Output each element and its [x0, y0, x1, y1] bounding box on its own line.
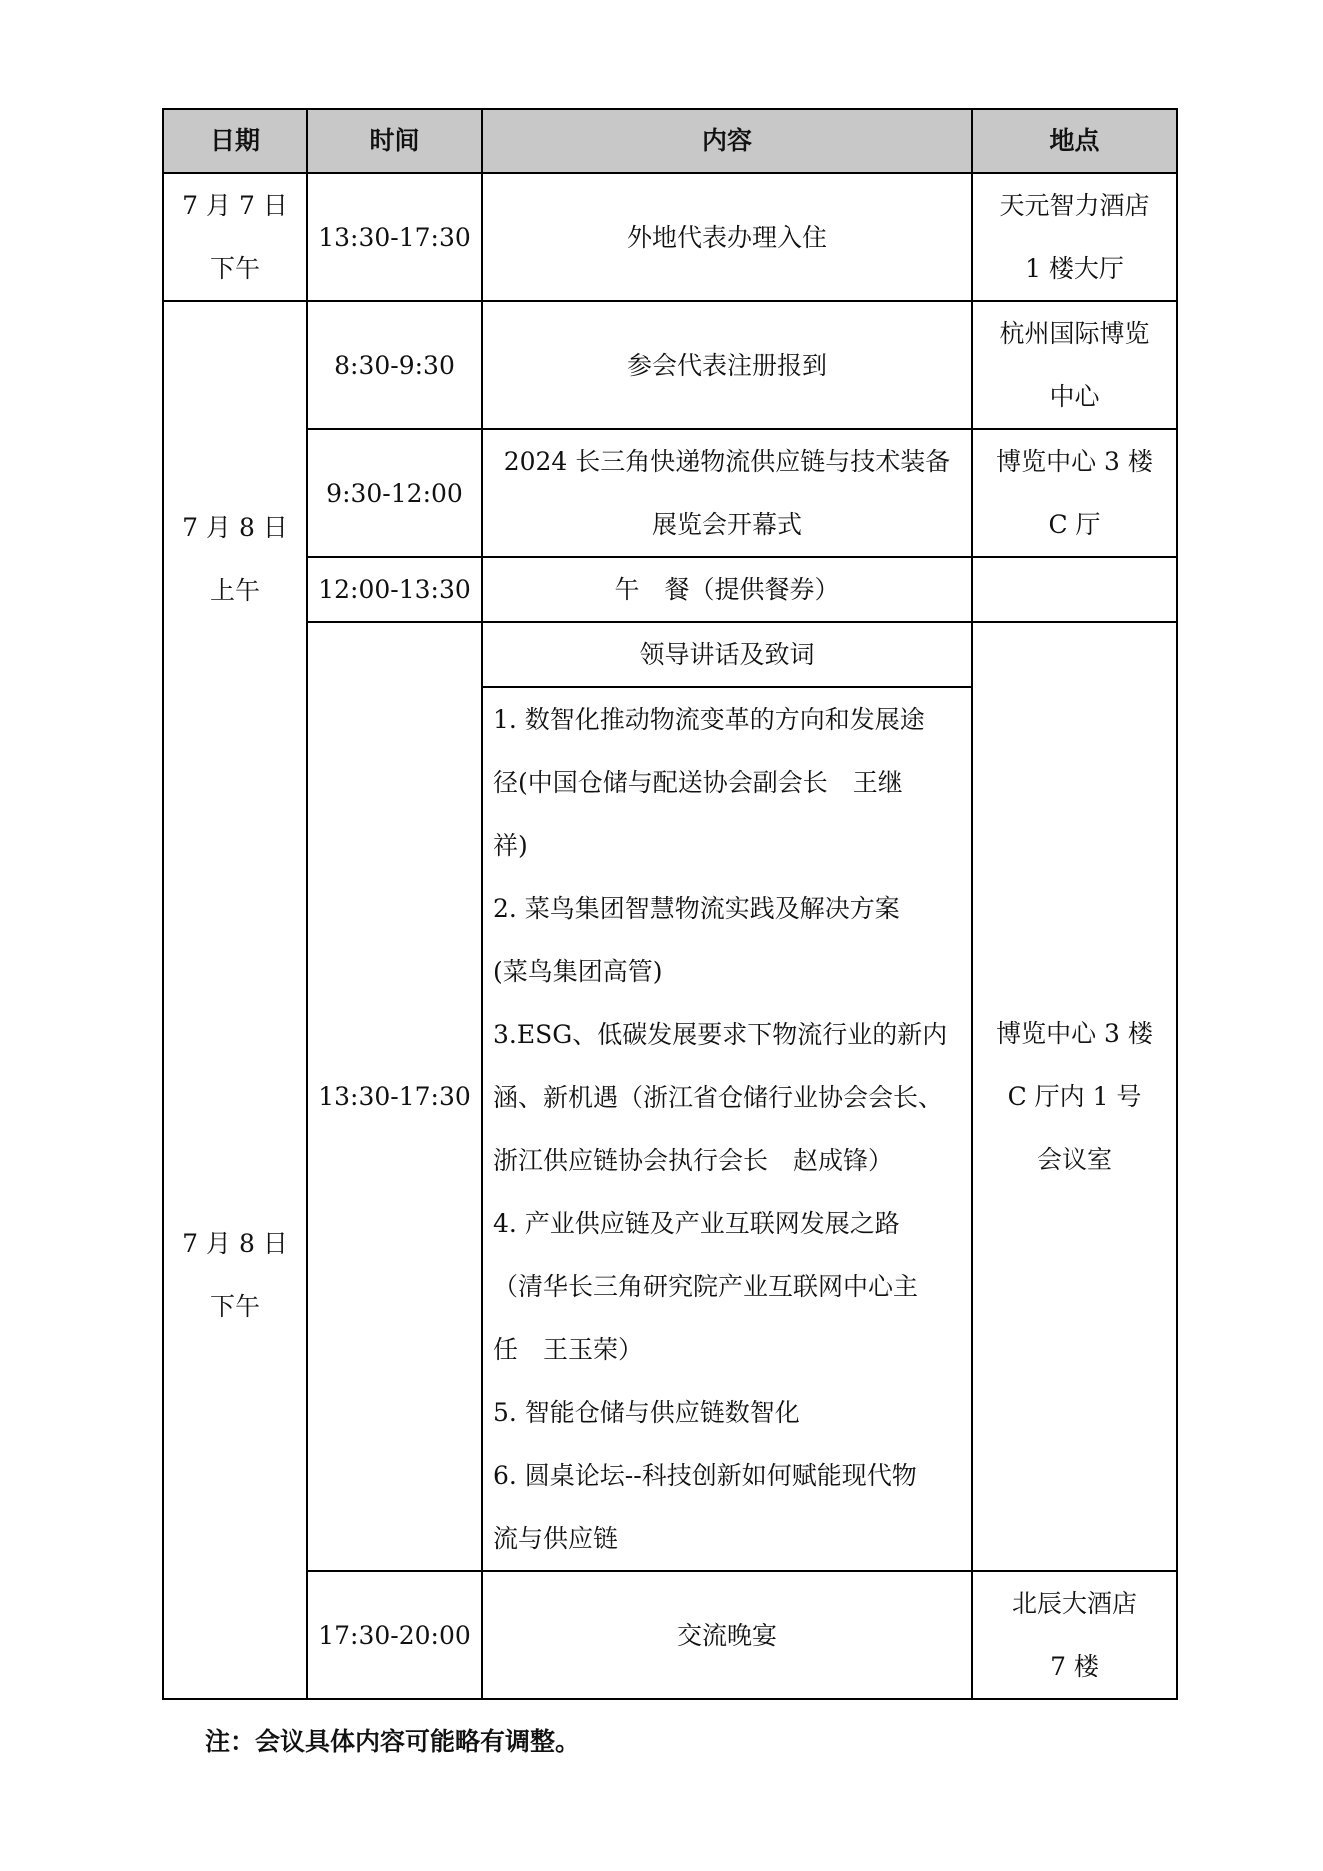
time-cell: 12:00-13:30 [307, 557, 482, 622]
agenda-line: 1. 数智化推动物流变革的方向和发展途 [493, 705, 925, 734]
content-cell: 交流晚宴 [482, 1571, 972, 1699]
content-cell: 外地代表办理入住 [482, 173, 972, 301]
table-row [163, 173, 1177, 301]
table-row [163, 429, 1177, 557]
agenda-line: 4. 产业供应链及产业互联网发展之路 [493, 1209, 900, 1238]
agenda-line: （清华长三角研究院产业互联网中心主 [493, 1272, 919, 1301]
date-cell: 7 月 7 日 下午 [163, 173, 307, 301]
table-row [163, 622, 1177, 687]
header-date: 日期 [163, 109, 307, 173]
time-cell: 17:30-20:00 [307, 1571, 482, 1699]
agenda-line: 祥) [493, 831, 528, 860]
content-cell-opening: 领导讲话及致词 [482, 622, 972, 687]
agenda-line: 5. 智能仓储与供应链数智化 [493, 1398, 800, 1427]
agenda-line: 浙江供应链协会执行会长 赵成锋） [493, 1146, 894, 1175]
header-content: 内容 [482, 109, 972, 173]
footnote: 注：会议具体内容可能略有调整。 [205, 1727, 581, 1756]
table-row [163, 301, 1177, 429]
time-cell: 13:30-17:30 [307, 622, 482, 1571]
agenda-line: (菜鸟集团高管) [493, 957, 663, 986]
agenda-line: 6. 圆桌论坛--科技创新如何赋能现代物 [493, 1461, 917, 1490]
date-cell: 7 月 8 日 上午 [163, 301, 307, 622]
agenda-line: 径(中国仓储与配送协会副会长 王继 [493, 768, 903, 797]
agenda-line: 任 王玉荣） [493, 1335, 644, 1364]
content-cell: 2024 长三角快递物流供应链与技术装备 展览会开幕式 [482, 429, 972, 557]
agenda-line: 3.ESG、低碳发展要求下物流行业的新内 [493, 1020, 948, 1049]
location-cell: 北辰大酒店 7 楼 [972, 1571, 1177, 1699]
location-cell: 博览中心 3 楼 C 厅 [972, 429, 1177, 557]
content-cell-agenda [482, 687, 972, 1571]
location-cell: 天元智力酒店 1 楼大厅 [972, 173, 1177, 301]
content-cell: 午 餐（提供餐券） [482, 557, 972, 622]
agenda-line: 涵、新机遇（浙江省仓储行业协会会长、 [493, 1083, 944, 1112]
time-cell: 8:30-9:30 [307, 301, 482, 429]
header-time: 时间 [307, 109, 482, 173]
schedule-table [162, 108, 1178, 1700]
time-cell: 9:30-12:00 [307, 429, 482, 557]
location-cell: 博览中心 3 楼 C 厅内 1 号 会议室 [972, 622, 1177, 1571]
header-row [163, 109, 1177, 173]
agenda-line: 2. 菜鸟集团智慧物流实践及解决方案 [493, 894, 900, 923]
location-cell [972, 557, 1177, 622]
location-cell: 杭州国际博览 中心 [972, 301, 1177, 429]
header-location: 地点 [972, 109, 1177, 173]
agenda-line: 流与供应链 [493, 1524, 619, 1553]
time-cell: 13:30-17:30 [307, 173, 482, 301]
content-cell: 参会代表注册报到 [482, 301, 972, 429]
table-row [163, 1571, 1177, 1699]
date-cell: 7 月 8 日 下午 [163, 622, 307, 1699]
table-row [163, 557, 1177, 622]
